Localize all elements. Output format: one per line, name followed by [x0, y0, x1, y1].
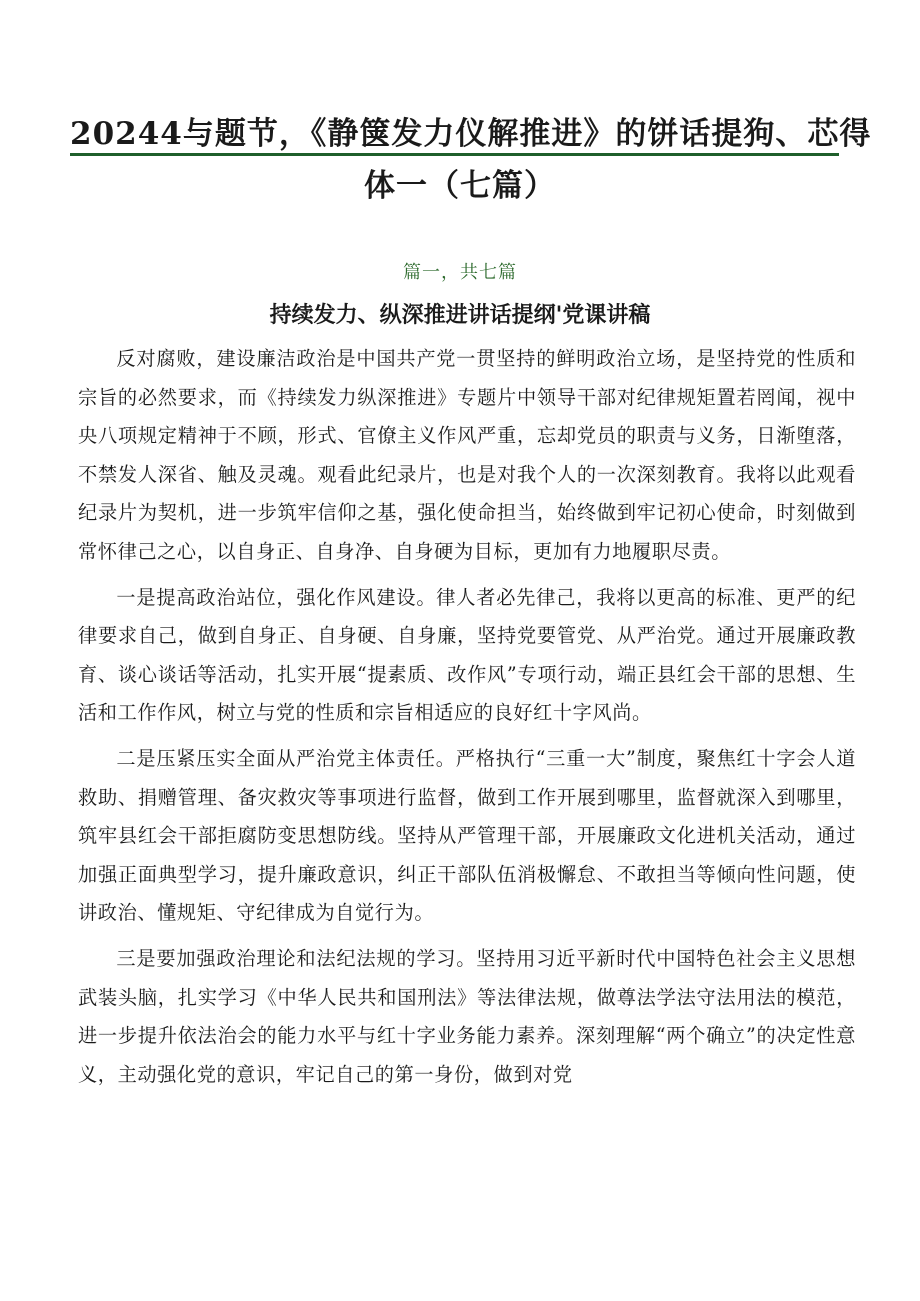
- paragraph: 二是压紧压实全面从严治党主体责任。严格执行“三重一大”制度，聚焦红十字会人道救助、捐赠管理、备灾救灾等事项进行监督，做到工作开展到哪里，监督就深入到哪里，筑牢县红会干部拒腐防变思想防线。坚持从严管理干部，开展廉政文化进机关活动，通过加强正面典型学习，提升廉政意识，纠正干部队伍消极懈怠、不敢担当等倾向性问题，使讲政治、懂规矩、守纪律成为自觉行为。: [78, 746, 856, 925]
- title-underlined-text: 20244与题节，《静箧发力仪解推进》的饼话提狗、芯: [70, 116, 839, 156]
- paragraph: 三是要加强政治理论和法纪法规的学习。坚持用习近平新时代中国特色社会主义思想武装头脑，扎实学习《中华人民共和国刑法》等法律法规，做尊法学法守法用法的模范，进一步提升依法治会的能力水平与红十字业务能力素养。深刻理解“两个确立”的决定性意义，主动强化党的意识，牢记自己的第一身份，做到对党: [78, 946, 856, 1086]
- article-subtitle: 持续发力、纵深推进讲话提纲'党课讲稿: [269, 303, 651, 328]
- article-body: [78, 340, 856, 1101]
- paragraph: 反对腐败，建设廉洁政治是中国共产党一贯坚持的鲜明政治立场，是坚持党的性质和宗旨的必然要求，而《持续发力纵深推进》专题片中领导干部对纪律规矩置若罔闻，视中央八项规定精神于不顾，形式、官僚主义作风严重，忘却党员的职责与义务，日渐堕落，不禁发人深省、触及灵魂。观看此纪录片，也是对我个人的一次深刻教育。我将以此观看纪录片为契机，进一步筑牢信仰之基，强化使命担当，始终做到牢记初心使命，时刻做到常怀律己之心，以自身正、自身净、自身硬为目标，更加有力地履职尽责。: [78, 347, 856, 563]
- title-line-1: [70, 108, 872, 160]
- section-label: 篇一，共七篇: [403, 262, 517, 283]
- paragraph: 一是提高政治站位，强化作风建设。律人者必先律己，我将以更高的标准、更严的纪律要求自己，做到自身正、自身硬、自身廉，坚持党要管党、从严治党。通过开展廉政教育、谈心谈话等活动，扎实开展“提素质、改作风”专项行动，端正县红会干部的思想、生活和工作作风，树立与党的性质和宗旨相适应的良好红十字风尚。: [78, 585, 856, 725]
- title-line-1-tail: 得: [839, 116, 872, 152]
- document-title: [70, 108, 872, 212]
- title-line-2: 体一（七篇）: [364, 168, 556, 204]
